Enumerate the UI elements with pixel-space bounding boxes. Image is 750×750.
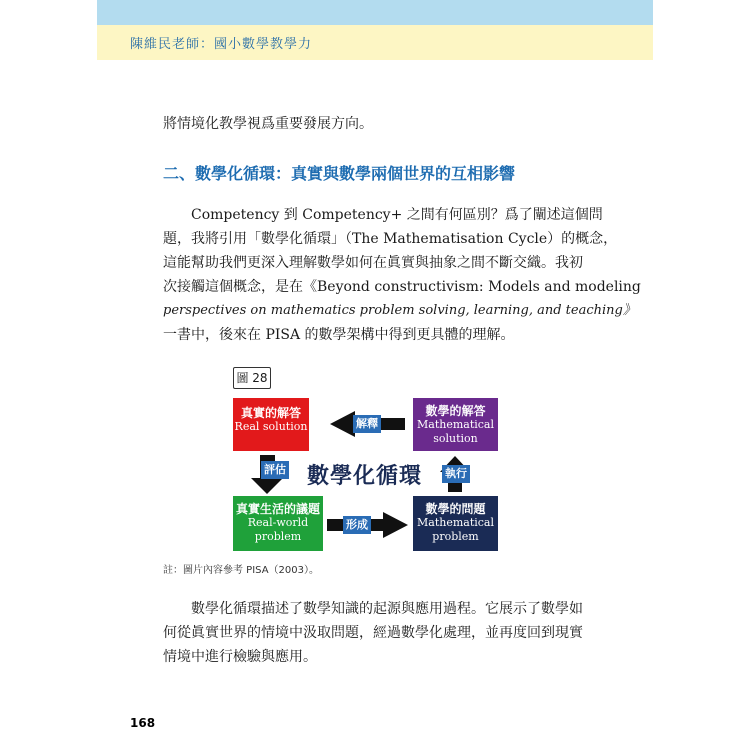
real-problem-en1: Real-world [247, 516, 309, 529]
real-problem-en2: problem [254, 530, 302, 543]
real-solution-en: Real solution [234, 420, 308, 433]
cycle-title: 數學化循環 [307, 464, 423, 489]
math-problem-en1: Mathematical [417, 516, 494, 529]
paragraph-line: 何從眞實世界的情境中汲取問題，經過數學化處理，並再度回到現實 [163, 625, 583, 641]
real-solution-zh: 真實的解答 [240, 406, 301, 420]
real-problem-box [233, 496, 323, 551]
real-solution-box [233, 398, 309, 451]
math-solution-en1: Mathematical [417, 418, 494, 431]
running-header: 陳維民老師：國小數學教學力 [130, 37, 313, 52]
figure-label: 圖 28 [233, 367, 271, 389]
interpret-tag: 解釋 [353, 415, 381, 433]
paragraph-line: 數學化循環描述了數學知識的起源與應用過程。它展示了數學如 [191, 601, 583, 617]
paragraph-line: Competency 到 Competency+ 之間有何區別？爲了闡述這個問 [191, 207, 603, 223]
paragraph-line-mixed: 次接觸這個概念，是在《Beyond constructivism: Models and modeling [163, 279, 641, 295]
paragraph-line: perspectives on mathematics problem solving, learning, and teaching》 [163, 303, 636, 318]
math-solution-zh: 數學的解答 [425, 404, 486, 418]
paragraph-line: 題，我將引用「數學化循環」（The Mathematisation Cycle）的概念， [163, 231, 618, 247]
paragraph-line: 這能幫助我們更深入理解數學如何在眞實與抽象之間不斷交織。我初 [163, 255, 583, 271]
section-heading: 二、數學化循環：真實與數學兩個世界的互相影響 [163, 164, 516, 183]
page-number: 168 [130, 716, 156, 730]
execute-tag: 執行 [442, 465, 470, 483]
paragraph-line: 一書中，後來在 PISA 的數學架構中得到更具體的理解。 [163, 327, 515, 343]
paragraph-2 [163, 597, 583, 669]
evaluate-tag: 評估 [261, 461, 289, 479]
real-problem-zh: 真實生活的議題 [235, 502, 320, 516]
figure-note: 註：圖片內容參考 PISA（2003）。 [163, 565, 319, 576]
math-solution-en2: solution [433, 432, 478, 445]
math-problem-en2: problem [432, 530, 479, 543]
formulate-tag: 形成 [343, 516, 371, 534]
math-problem-zh: 數學的問題 [425, 502, 486, 516]
math-problem-box [413, 496, 498, 551]
math-solution-box [413, 398, 498, 451]
paragraph-line: 情境中進行檢驗與應用。 [163, 649, 317, 665]
intro-line: 將情境化教學視爲重要發展方向。 [163, 116, 373, 132]
